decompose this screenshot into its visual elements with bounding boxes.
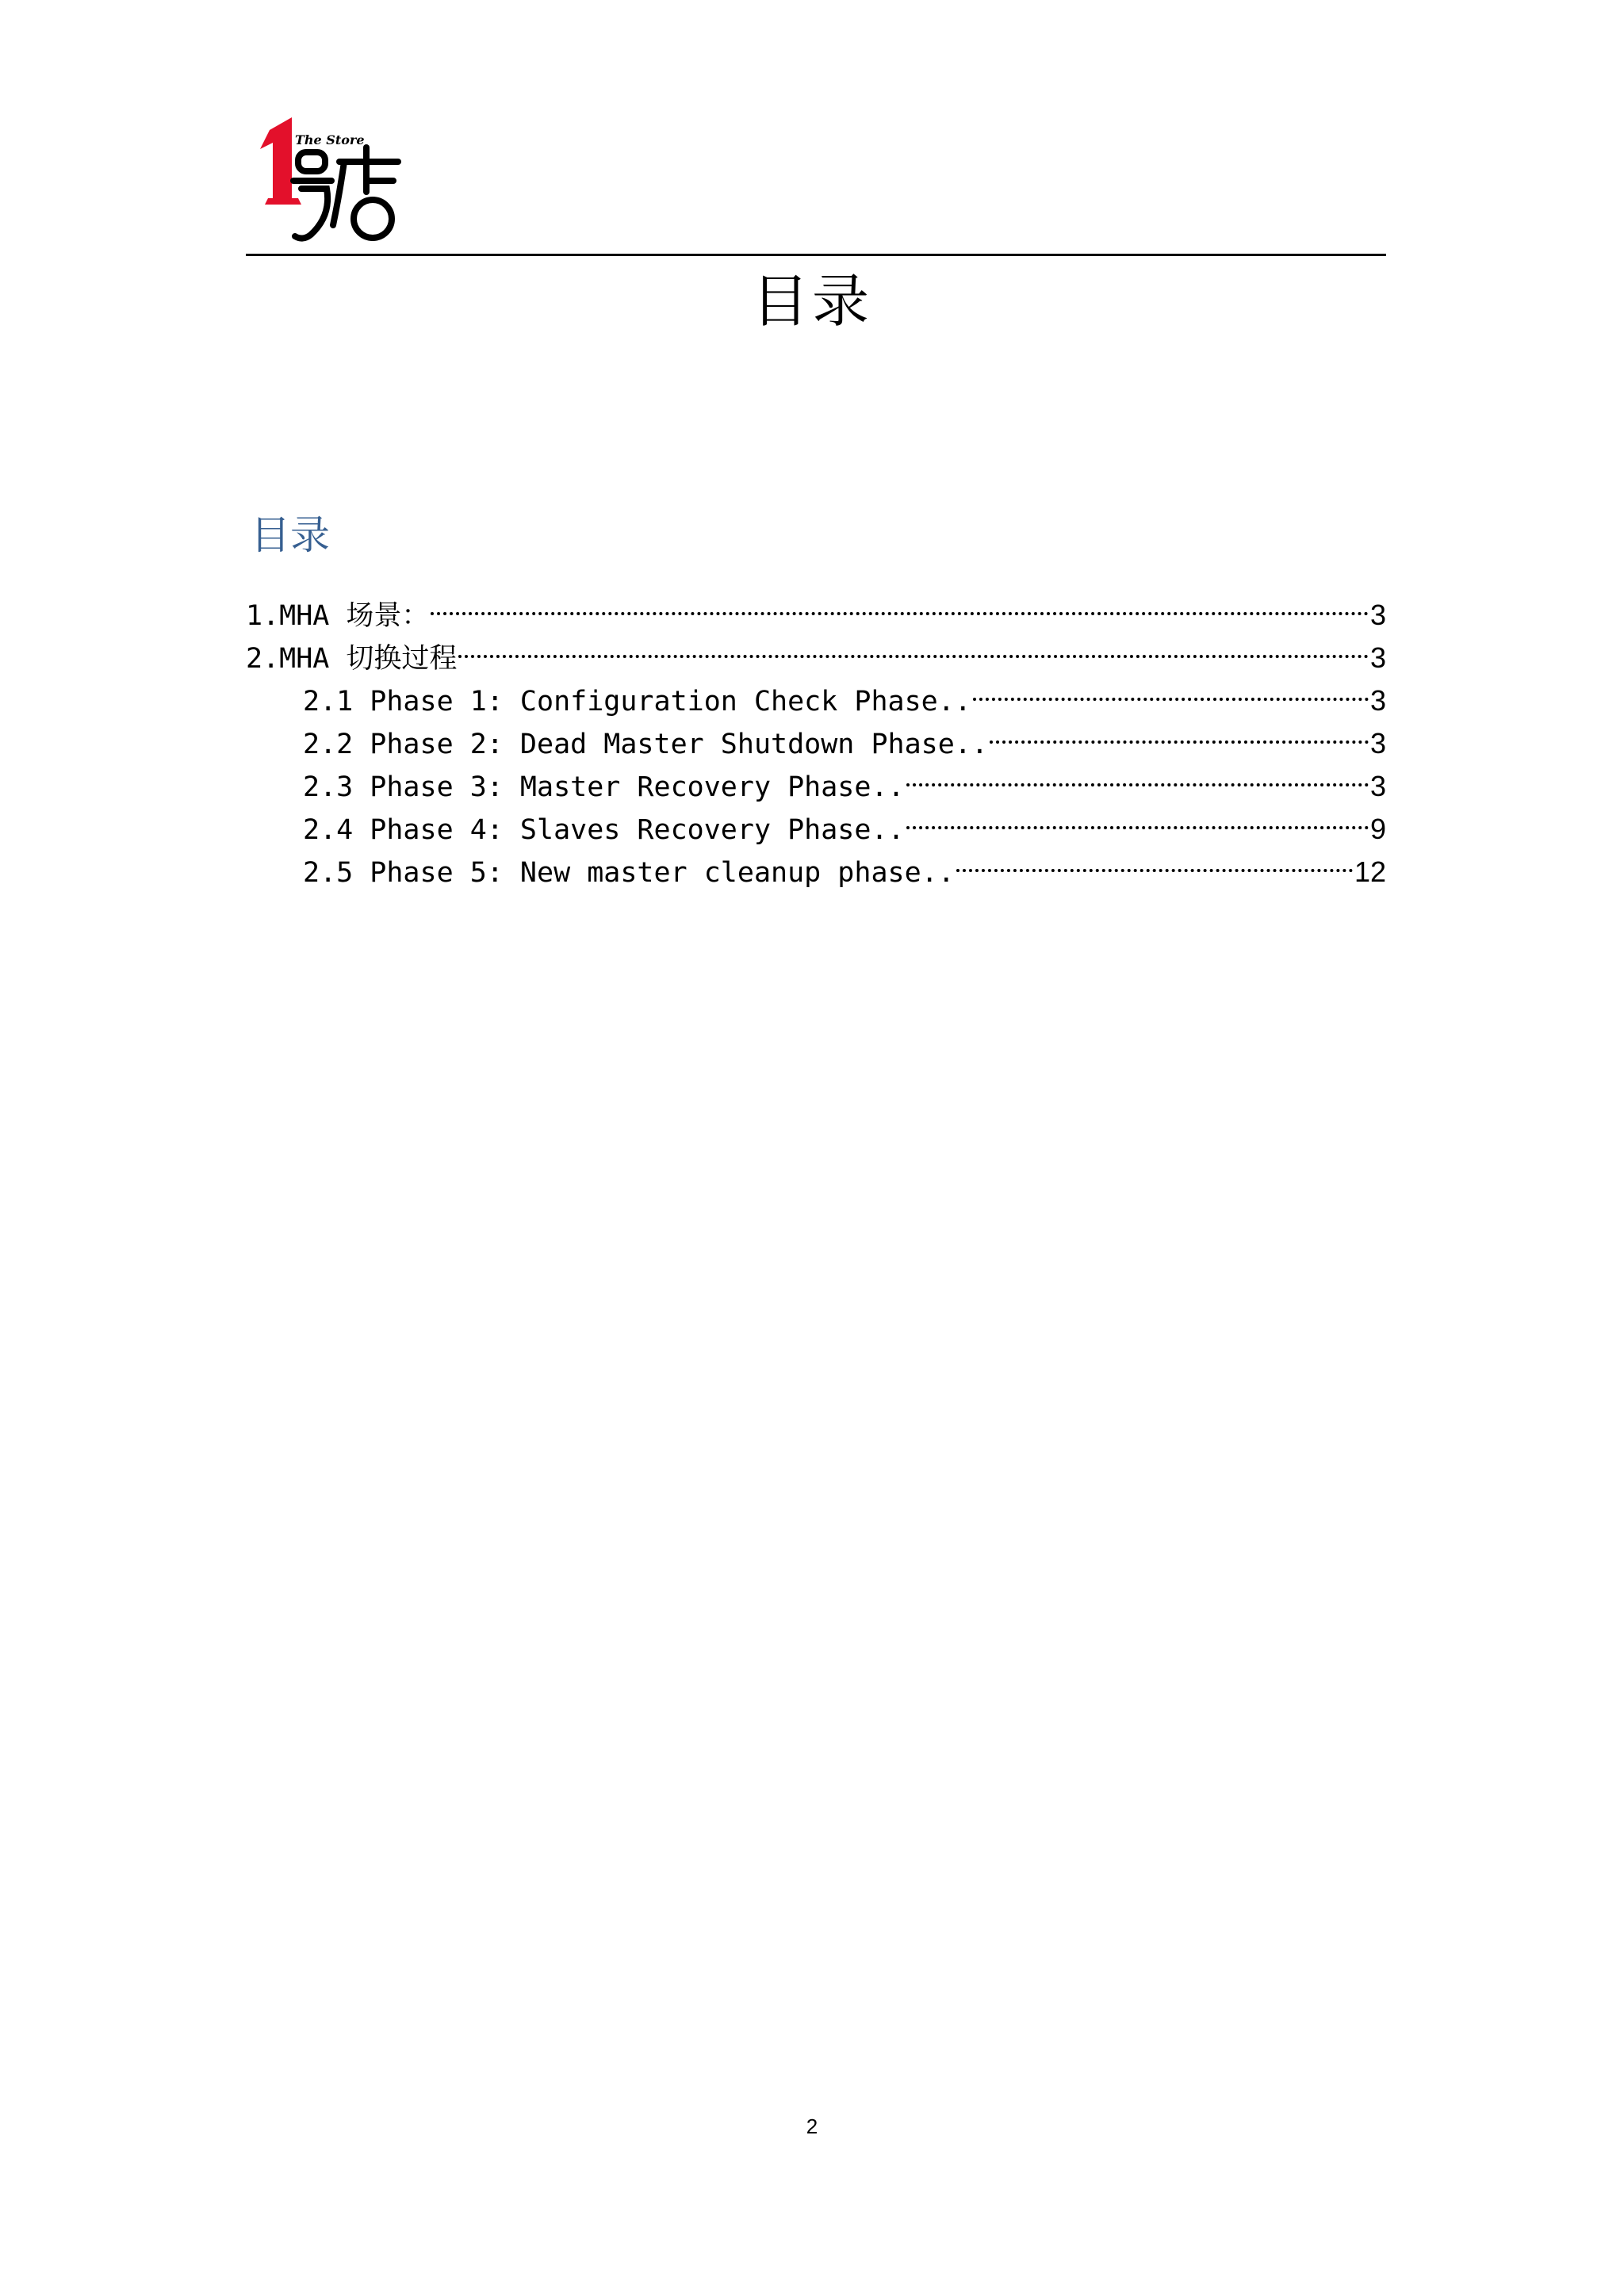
- toc-entry-label: 2.3 Phase 3: Master Recovery Phase..: [303, 771, 905, 803]
- toc-entry-label: 1.MHA 场景：: [246, 600, 430, 632]
- toc-leader: [431, 582, 1369, 625]
- toc-heading: 目录: [251, 512, 330, 558]
- toc-leader: [990, 710, 1369, 753]
- toc-entry-page: 3: [1369, 641, 1386, 674]
- toc-leader: [906, 796, 1369, 839]
- toc-entry-label: 2.4 Phase 4: Slaves Recovery Phase..: [303, 814, 905, 846]
- toc-entry-page: 3: [1369, 770, 1386, 802]
- toc-leader: [906, 753, 1369, 796]
- toc-entry-label: 2.2 Phase 2: Dead Master Shutdown Phase..: [303, 729, 988, 760]
- header-divider: [246, 254, 1386, 256]
- page-number: 2: [806, 2114, 818, 2138]
- toc-entry-label: 2.1 Phase 1: Configuration Check Phase..: [303, 686, 971, 718]
- toc-entry-page: 3: [1369, 727, 1386, 760]
- toc-entry-label: 2.5 Phase 5: New master cleanup phase..: [303, 857, 955, 889]
- document-title: 目录: [751, 268, 872, 335]
- toc-leader: [956, 839, 1353, 882]
- toc-entry-page: 3: [1369, 684, 1386, 717]
- toc-entry-label: 2.MHA 切换过程: [246, 643, 458, 675]
- toc-leader: [458, 625, 1369, 668]
- svg-text:The Store: The Store: [295, 132, 365, 147]
- toc-entry-page: 3: [1369, 599, 1386, 631]
- table-of-contents: [246, 582, 1386, 889]
- store-logo: [246, 116, 404, 251]
- toc-entry-page: 12: [1354, 855, 1386, 888]
- toc-leader: [973, 668, 1369, 710]
- toc-entry-page: 9: [1369, 813, 1386, 845]
- toc-entry[interactable]: [246, 582, 1386, 632]
